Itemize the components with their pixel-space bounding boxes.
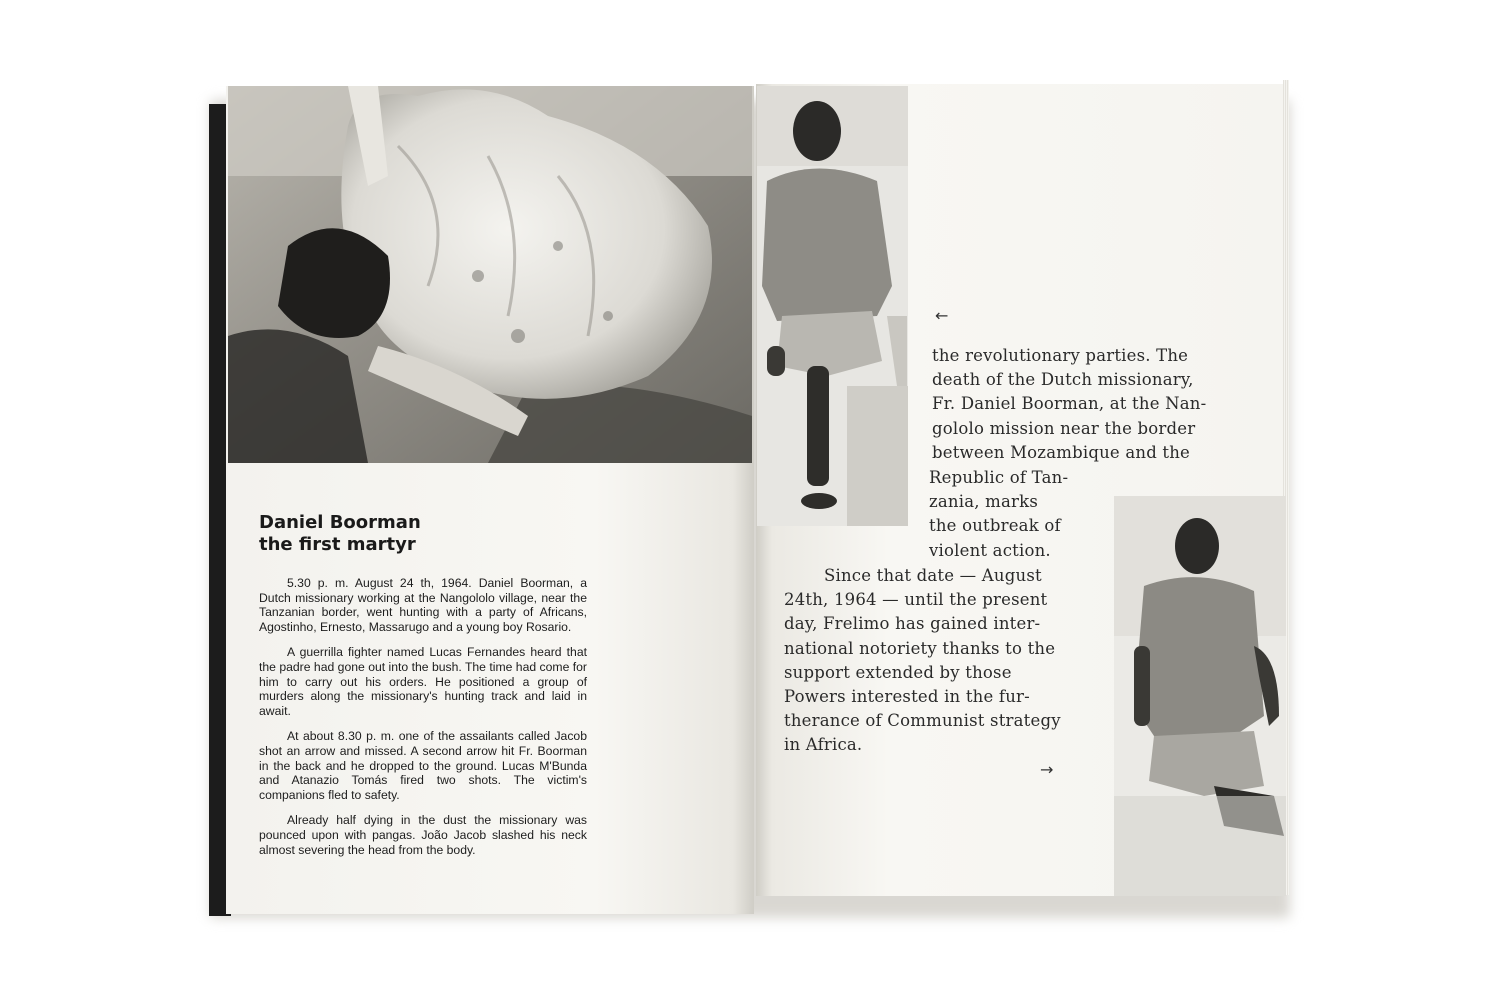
story-heading <box>259 512 559 556</box>
photo-amputee-man-seated <box>757 86 908 526</box>
photo-victim <box>228 86 752 463</box>
text-line: Fr. Daniel Boorman, at the Nan- <box>932 394 1207 414</box>
text-line: therance of Communist strategy <box>784 711 1061 731</box>
text-line: national notoriety thanks to the <box>784 638 1056 658</box>
heading-line-1: Daniel Boorman <box>259 512 421 533</box>
story-paragraph: Already half dying in the dust the missionary was pounced upon with pangas. João Jacob slashed his neck almost severing the head from the body. <box>259 813 587 857</box>
text-block-republic-tanzania <box>929 466 1109 563</box>
text-line: Since that date — August <box>824 566 1042 585</box>
text-line: violent action. <box>929 540 1051 560</box>
text-line: in Africa. <box>784 735 863 755</box>
text-line: Powers interested in the fur- <box>784 687 1030 707</box>
story-body <box>259 576 587 868</box>
text-line: the revolutionary parties. The <box>932 346 1189 365</box>
story-paragraph: A guerrilla fighter named Lucas Fernandes heard that the padre had gone out into the bush. The time had come for him to carry out his orders. He positioned a group of murders along the missionary's hunting track and laid in await. <box>259 645 587 718</box>
text-line: support extended by those <box>784 662 1012 682</box>
heading-line-2: the first martyr <box>259 534 416 555</box>
text-block-since-that-date <box>784 564 1084 758</box>
text-line: day, Frelimo has gained inter- <box>784 614 1041 634</box>
text-line: 24th, 1964 — until the present <box>784 590 1048 610</box>
text-line: between Mozambique and the <box>932 442 1191 462</box>
text-line: gololo mission near the border <box>932 418 1196 438</box>
text-line: death of the Dutch missionary, <box>932 370 1194 390</box>
arrow-right-icon: → <box>1040 760 1054 779</box>
arrow-left-icon: ← <box>935 306 949 325</box>
photo-amputee-man-portrait <box>1114 496 1286 896</box>
text-line: zania, marks <box>929 492 1038 512</box>
text-line: Republic of Tan- <box>929 468 1069 487</box>
story-paragraph: 5.30 p. m. August 24 th, 1964. Daniel Boorman, a Dutch missionary working at the Nangololo village, near the Tanzanian border, went hunting with a party of Africans, Agostinho, Ernesto, Massarugo and a young boy Rosario. <box>259 576 587 634</box>
text-line: the outbreak of <box>929 516 1061 536</box>
story-paragraph: At about 8.30 p. m. one of the assailants called Jacob shot an arrow and missed. A second arrow hit Fr. Boorman in the back and he dropped to the ground. Lucas M'Bunda and Atanazio Tomás fired two shots. The victim's companions fled to safety. <box>259 729 587 802</box>
text-block-revolutionary-parties <box>932 344 1228 465</box>
